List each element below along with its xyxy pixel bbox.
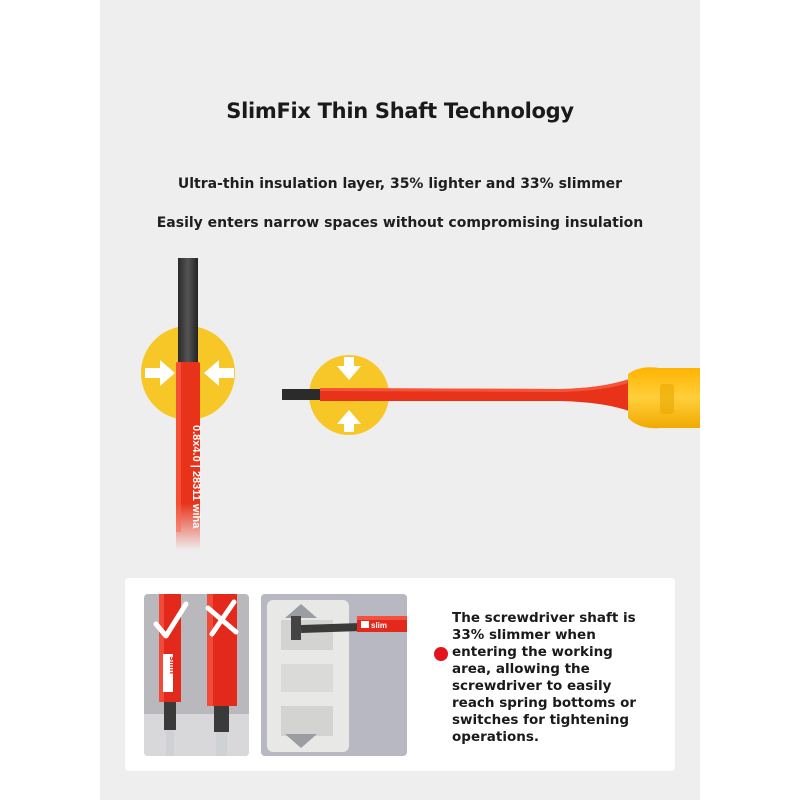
vertical-screwdriver <box>141 258 235 550</box>
bullet-dot <box>434 647 448 661</box>
slim-vs-standard-photo <box>144 594 249 756</box>
page-title: SlimFix Thin Shaft Technology <box>226 99 574 123</box>
subtitle-narrow-spaces: Easily enters narrow spaces without compromising insulation <box>156 215 644 231</box>
outlet-terminal-photo <box>261 594 407 756</box>
description-text: The screwdriver shaft is 33% slimmer when entering the working area, allowing the screwdriver to easily reach spring bottoms or switches for tightening operations. <box>452 610 637 745</box>
shaft-marking-text: 0.8x4.0 | 28311 wiha <box>190 425 202 529</box>
subtitle-lighter-slimmer: Ultra-thin insulation layer, 35% lighter and 33% slimmer <box>177 176 623 192</box>
slim-label-1: slim <box>168 656 178 675</box>
horizontal-screwdriver <box>282 355 700 435</box>
slim-label-2: slim <box>371 621 388 630</box>
